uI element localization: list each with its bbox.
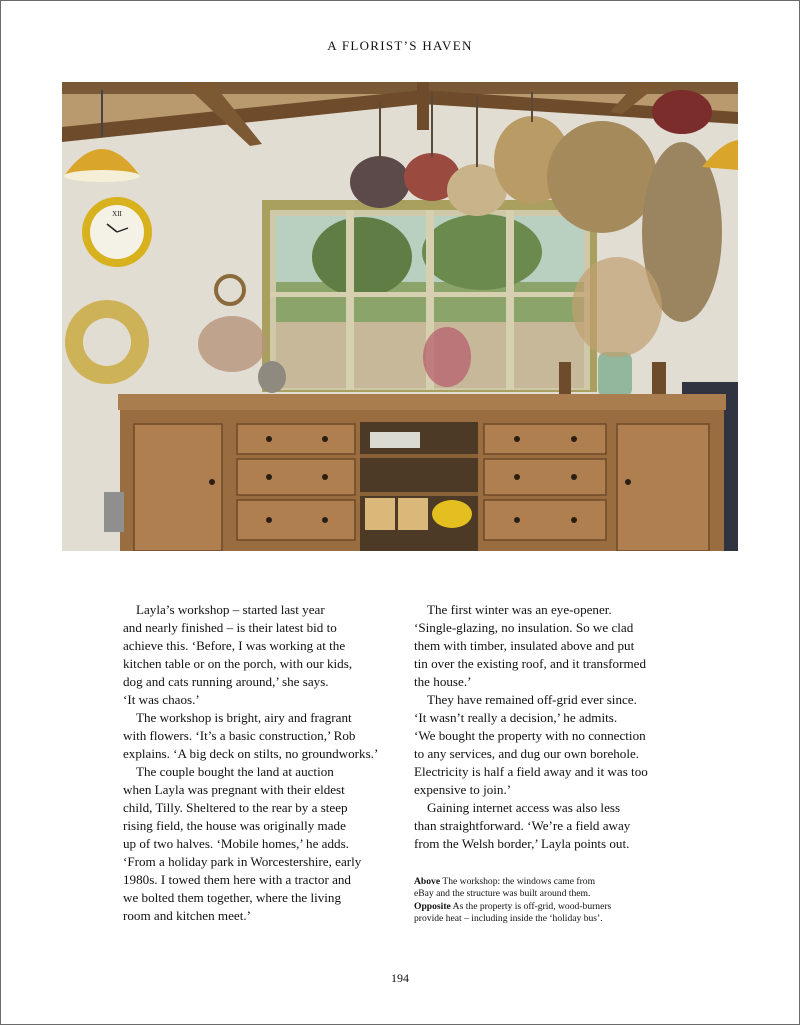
clock-numeral: XII [112,210,122,218]
text-line: and nearly finished – is their latest bid to [123,620,337,635]
text-line: with flowers. ‘It’s a basic construction,’ Rob [123,728,356,743]
text-line: ‘Single-glazing, no insulation. So we clad [414,620,634,635]
text-line: ‘We bought the property with no connection [414,728,646,743]
text-line: them with timber, insulated above and put [414,638,635,653]
text-line: than straightforward. ‘We’re a field away [414,818,631,833]
text-line: ‘From a holiday park in Worcestershire, early [123,854,362,869]
caption-text: The workshop: the windows came from [442,876,596,887]
text-line: room and kitchen meet.’ [123,908,251,923]
text-line: from the Welsh border,’ Layla points out. [414,836,630,851]
text-line: ‘It was chaos.’ [123,692,200,707]
text-line: ‘It wasn’t really a decision,’ he admits. [414,710,618,725]
text-line: rising field, the house was originally made [123,818,346,833]
text-line: to any services, and dug our own borehole. [414,746,640,761]
page-number: 194 [391,971,409,985]
caption-above [414,876,676,899]
text-line: The couple bought the land at auction [136,764,334,779]
paragraph [123,709,385,763]
text-line: Electricity is half a field away and it was too [414,764,648,779]
caption-label: Above [414,876,441,887]
text-line: The first winter was an eye-opener. [427,602,612,617]
text-line: The workshop is bright, airy and fragrant [136,710,352,725]
text-line: the house.’ [414,674,472,689]
photo-captions [414,876,676,926]
running-title: A FLORIST’S HAVEN [327,38,473,53]
text-line: we bolted them together, where the living [123,890,342,905]
paragraph [414,799,676,853]
text-line: explains. ‘A big deck on stilts, no groundworks.’ [123,746,379,761]
caption-text: As the property is off-grid, wood-burners [452,901,612,912]
text-line: Gaining internet access was also less [427,800,621,815]
caption-text: provide heat – including inside the ‘holiday bus’. [414,912,603,924]
paragraph [414,691,676,799]
paragraph [414,601,676,691]
text-line: tin over the existing roof, and it transformed [414,656,646,671]
text-line: They have remained off-grid ever since. [427,692,637,707]
text-line: achieve this. ‘Before, I was working at the [123,638,346,653]
text-line: up of two halves. ‘Mobile homes,’ he adds. [123,836,349,851]
text-line: Layla’s workshop – started last year [136,602,325,617]
text-line: 1980s. I towed them here with a tractor and [123,872,351,887]
text-line: kitchen table or on the porch, with our kids, [123,656,353,671]
text-line: expensive to join.’ [414,782,512,797]
text-line: dog and cats running around,’ she says. [123,674,329,689]
text-line: child, Tilly. Sheltered to the rear by a steep [123,800,348,815]
workshop-photo [62,82,738,551]
caption-opposite [414,901,676,924]
text-line: when Layla was pregnant with their eldest [123,782,345,797]
article-left-column [123,601,385,925]
article-right-column [414,601,676,853]
paragraph [123,763,385,925]
caption-label: Opposite [414,901,451,912]
paragraph [123,601,385,709]
caption-text: eBay and the structure was built around them. [414,887,591,899]
